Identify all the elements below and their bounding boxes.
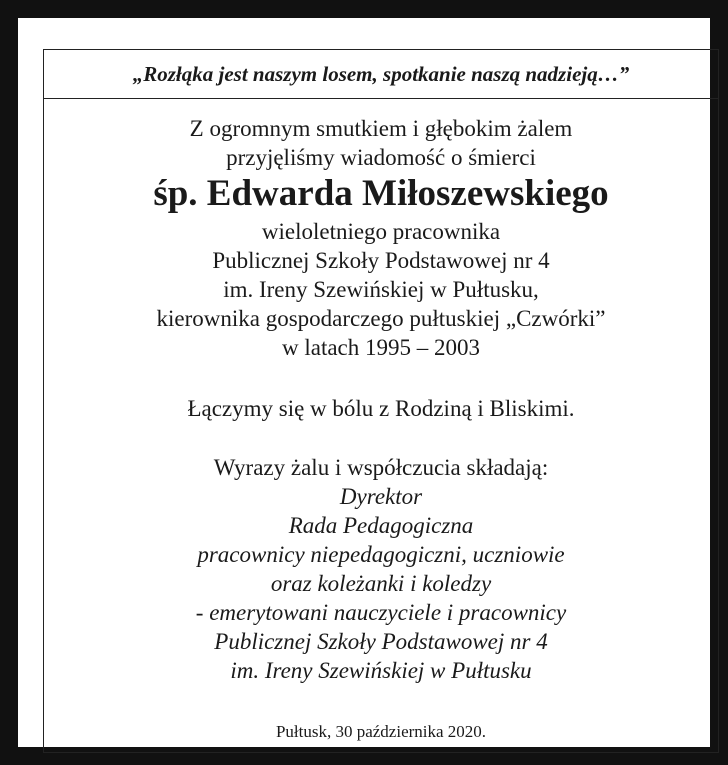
signatory-line: - emerytowani nauczyciele i pracownicy bbox=[195, 600, 567, 625]
signatory-line: Dyrektor bbox=[339, 484, 423, 509]
motto-quote: „Rozłąka jest naszym losem, spotkanie naszą nadzieją…” bbox=[132, 62, 630, 86]
description-line: wieloletniego pracownika bbox=[261, 219, 501, 244]
spacer bbox=[44, 423, 718, 453]
obituary-inner-border bbox=[43, 49, 719, 753]
signatory-line: im. Ireny Szewińskiej w Pułtusku bbox=[230, 658, 532, 683]
date-line: Pułtusk, 30 października 2020. bbox=[275, 722, 487, 741]
spacer bbox=[44, 362, 718, 394]
signatory-line: pracownicy niepedagogiczni, uczniowie bbox=[197, 542, 565, 567]
motto-divider bbox=[44, 98, 718, 99]
description-line: Publicznej Szkoły Podstawowej nr 4 bbox=[212, 248, 550, 273]
signatory-line: Publicznej Szkoły Podstawowej nr 4 bbox=[214, 629, 548, 654]
signatory-line: Rada Pedagogiczna bbox=[288, 513, 474, 538]
description-line: w latach 1995 – 2003 bbox=[281, 335, 480, 360]
intro-line: przyjęliśmy wiadomość o śmierci bbox=[226, 145, 536, 170]
description-line: im. Ireny Szewińskiej w Pułtusku, bbox=[223, 277, 539, 302]
condolences-intro: Wyrazy żalu i współczucia składają: bbox=[213, 455, 549, 480]
deceased-name: śp. Edwarda Miłoszewskiego bbox=[153, 173, 609, 214]
description-line: kierownika gospodarczego pułtuskiej „Czwórki” bbox=[156, 306, 606, 331]
obituary-body bbox=[44, 114, 718, 685]
signatory-line: oraz koleżanki i koledzy bbox=[270, 571, 492, 596]
intro-line: Z ogromnym smutkiem i głębokim żalem bbox=[189, 116, 573, 141]
sympathy-line: Łączymy się w bólu z Rodziną i Bliskimi. bbox=[187, 396, 575, 421]
